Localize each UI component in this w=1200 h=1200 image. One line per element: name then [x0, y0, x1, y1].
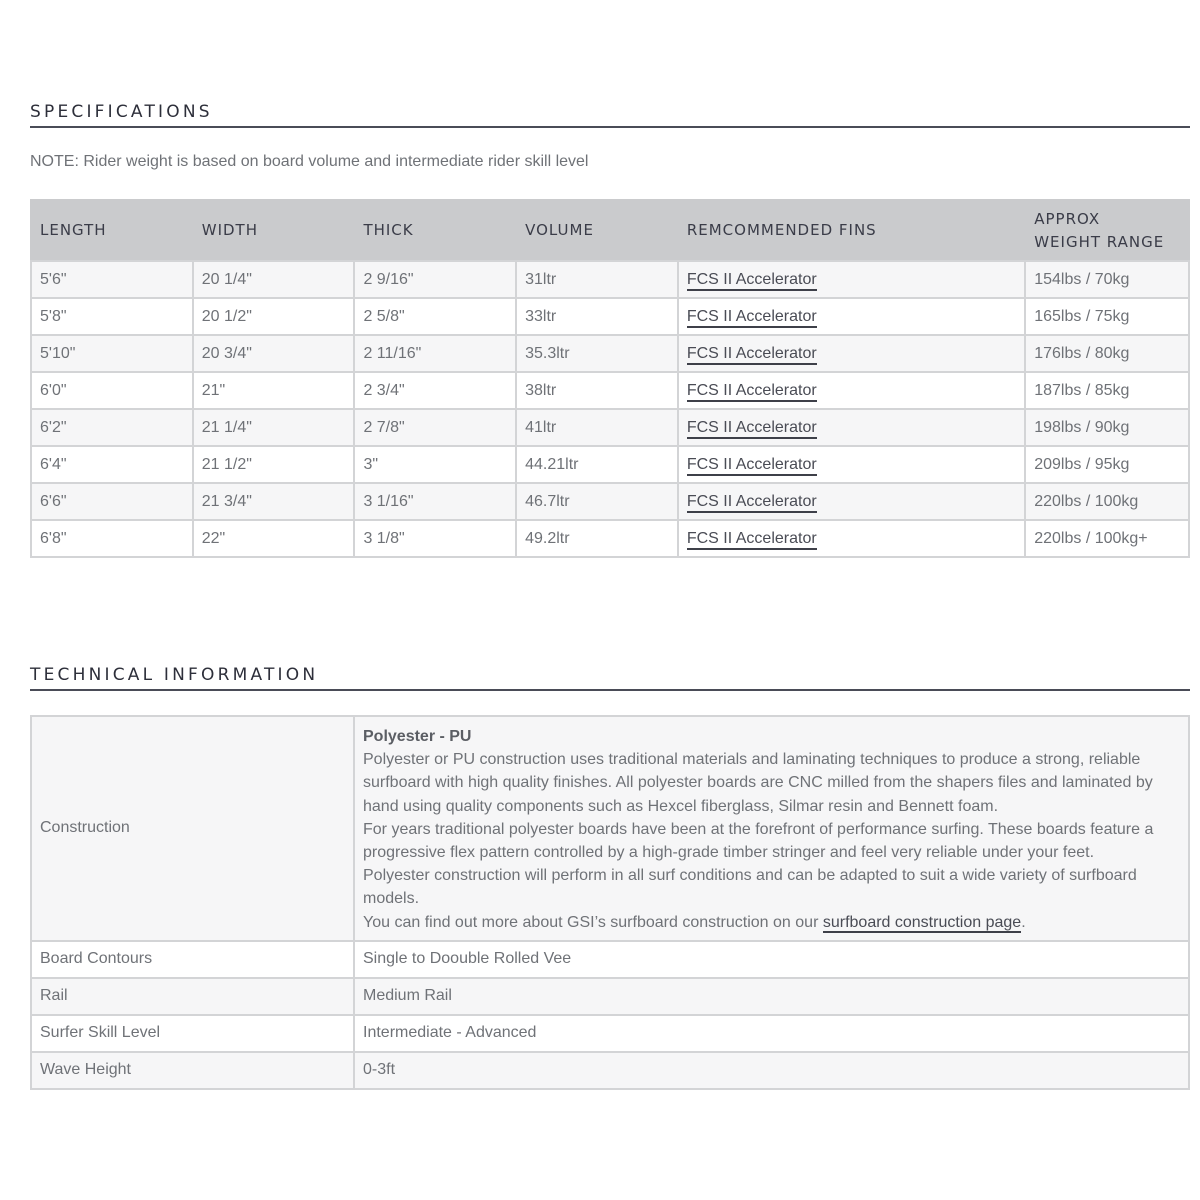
- spec-cell-length: 6'2": [31, 409, 193, 446]
- spec-cell-fins: [678, 446, 1025, 483]
- tech-row-value: 0-3ft: [354, 1052, 1189, 1089]
- rider-weight-note: NOTE: Rider weight is based on board volume and intermediate rider skill level: [30, 153, 589, 170]
- spec-cell-weight: 187lbs / 85kg: [1025, 372, 1189, 409]
- tech-row-value: Intermediate - Advanced: [354, 1015, 1189, 1052]
- specifications-table: [30, 199, 1190, 558]
- header-thick: THICK: [354, 200, 516, 261]
- fin-link[interactable]: FCS II Accelerator: [687, 493, 817, 513]
- header-weight-line1: APPROX: [1034, 209, 1101, 228]
- spec-cell-width: 20 1/2": [193, 298, 355, 335]
- header-volume: VOLUME: [516, 200, 678, 261]
- tech-row: [31, 978, 1189, 1015]
- spec-cell-thick: 2 5/8": [354, 298, 516, 335]
- spec-row: [31, 372, 1189, 409]
- spec-cell-volume: 33ltr: [516, 298, 678, 335]
- surfboard-construction-page-link[interactable]: surfboard construction page: [822, 913, 1022, 931]
- spec-cell-weight: 209lbs / 95kg: [1025, 446, 1189, 483]
- spec-cell-length: 5'8": [31, 298, 193, 335]
- spec-cell-length: 5'6": [31, 261, 193, 298]
- tech-row: [31, 1052, 1189, 1089]
- spec-cell-thick: 3": [354, 446, 516, 483]
- spec-cell-width: 21 1/4": [193, 409, 355, 446]
- fin-link[interactable]: FCS II Accelerator: [687, 308, 817, 328]
- spec-cell-length: 6'0": [31, 372, 193, 409]
- spec-cell-thick: 2 3/4": [354, 372, 516, 409]
- spec-cell-weight: 176lbs / 80kg: [1025, 335, 1189, 372]
- spec-cell-fins: [678, 261, 1025, 298]
- header-recommended-fins: REMCOMMENDED FINS: [678, 200, 1025, 261]
- spec-cell-fins: [678, 298, 1025, 335]
- spec-cell-length: 5'10": [31, 335, 193, 372]
- spec-cell-volume: 46.7ltr: [516, 483, 678, 520]
- specifications-header-row: [31, 200, 1189, 261]
- spec-cell-length: 6'8": [31, 520, 193, 557]
- tech-row-label: Rail: [31, 978, 354, 1015]
- construction-label: Construction: [31, 716, 354, 941]
- construction-paragraph-3: Polyester construction will perform in all surf conditions and can be adapted to suit a wide variety of surfboard models.: [363, 867, 1137, 908]
- construction-paragraph-1: Polyester or PU construction uses traditional materials and laminating techniques to produce a strong, reliable surfboard with high quality finishes. All polyester boards are CNC milled from the shapers files and laminated by hand using quality components such as Hexcel fiberglass, Silmar resin and Bennett foam.: [363, 751, 1153, 815]
- spec-cell-fins: [678, 372, 1025, 409]
- construction-heading: Polyester - PU: [363, 728, 472, 745]
- spec-cell-weight: 165lbs / 75kg: [1025, 298, 1189, 335]
- spec-cell-width: 22": [193, 520, 355, 557]
- spec-cell-weight: 198lbs / 90kg: [1025, 409, 1189, 446]
- header-width: WIDTH: [193, 200, 355, 261]
- fin-link[interactable]: FCS II Accelerator: [687, 345, 817, 365]
- spec-cell-width: 21 3/4": [193, 483, 355, 520]
- tech-row: [31, 941, 1189, 978]
- spec-cell-width: 20 3/4": [193, 335, 355, 372]
- tech-row-label: Surfer Skill Level: [31, 1015, 354, 1052]
- specifications-heading: SPECIFICATIONS: [30, 102, 1190, 128]
- tech-row-label: Board Contours: [31, 941, 354, 978]
- construction-more-info-text: You can find out more about GSI’s surfboard construction on our: [363, 913, 823, 931]
- header-weight-line2: WEIGHT RANGE: [1034, 232, 1165, 251]
- tech-row-value: Medium Rail: [354, 978, 1189, 1015]
- construction-paragraph-4: [363, 911, 1180, 934]
- fin-link[interactable]: FCS II Accelerator: [687, 271, 817, 291]
- spec-cell-weight: 220lbs / 100kg: [1025, 483, 1189, 520]
- fin-link[interactable]: FCS II Accelerator: [687, 382, 817, 402]
- spec-cell-width: 20 1/4": [193, 261, 355, 298]
- tech-row-value: Single to Doouble Rolled Vee: [354, 941, 1189, 978]
- spec-cell-length: 6'6": [31, 483, 193, 520]
- spec-cell-thick: 2 9/16": [354, 261, 516, 298]
- construction-value: [354, 716, 1189, 941]
- spec-cell-fins: [678, 520, 1025, 557]
- spec-row: [31, 335, 1189, 372]
- spec-cell-volume: 49.2ltr: [516, 520, 678, 557]
- spec-cell-fins: [678, 409, 1025, 446]
- spec-cell-thick: 3 1/16": [354, 483, 516, 520]
- spec-cell-volume: 41ltr: [516, 409, 678, 446]
- spec-cell-thick: 3 1/8": [354, 520, 516, 557]
- technical-information-table: [30, 715, 1190, 1090]
- spec-cell-thick: 2 7/8": [354, 409, 516, 446]
- spec-cell-thick: 2 11/16": [354, 335, 516, 372]
- construction-paragraph-2: For years traditional polyester boards have been at the forefront of performance surfing. These boards feature a progressive flex pattern controlled by a high-grade timber stringer and feel very reliable under your feet.: [363, 820, 1154, 862]
- fin-link[interactable]: FCS II Accelerator: [687, 456, 817, 476]
- header-length: LENGTH: [31, 200, 193, 261]
- spec-cell-volume: 35.3ltr: [516, 335, 678, 372]
- technical-information-heading: TECHNICAL INFORMATION: [30, 665, 1190, 691]
- spec-cell-weight: 220lbs / 100kg+: [1025, 520, 1189, 557]
- header-weight-range: [1025, 200, 1189, 261]
- construction-period: .: [1021, 913, 1026, 931]
- fin-link[interactable]: FCS II Accelerator: [687, 530, 817, 550]
- spec-cell-fins: [678, 335, 1025, 372]
- tech-row-label: Wave Height: [31, 1052, 354, 1089]
- spec-row: [31, 483, 1189, 520]
- spec-cell-width: 21 1/2": [193, 446, 355, 483]
- spec-row: [31, 520, 1189, 557]
- tech-row: [31, 1015, 1189, 1052]
- spec-row: [31, 409, 1189, 446]
- spec-cell-width: 21": [193, 372, 355, 409]
- spec-row: [31, 261, 1189, 298]
- spec-cell-volume: 31ltr: [516, 261, 678, 298]
- fin-link[interactable]: FCS II Accelerator: [687, 419, 817, 439]
- spec-cell-volume: 38ltr: [516, 372, 678, 409]
- spec-row: [31, 298, 1189, 335]
- tech-row-construction: [31, 716, 1189, 941]
- spec-cell-length: 6'4": [31, 446, 193, 483]
- spec-cell-weight: 154lbs / 70kg: [1025, 261, 1189, 298]
- spec-cell-volume: 44.21ltr: [516, 446, 678, 483]
- spec-cell-fins: [678, 483, 1025, 520]
- spec-row: [31, 446, 1189, 483]
